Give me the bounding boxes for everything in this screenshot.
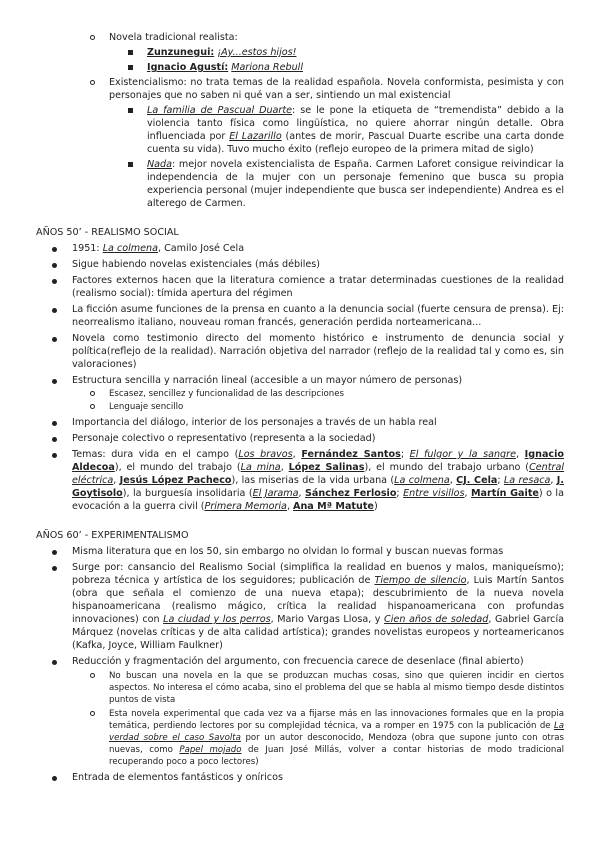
title-la-resaca: La resaca xyxy=(503,475,551,486)
title-ay-estos-hijos: ¡Ay...estos hijos! xyxy=(217,47,297,58)
item-text: Personaje colectivo o representativo (representa a la sociedad) xyxy=(72,433,376,444)
author-agusti: Ignacio Agustí: xyxy=(147,62,229,73)
title-central-electrica: Central eléctrica xyxy=(72,462,564,486)
item-text: : se le pone la etiqueta de “tremendista” debido a la violencia tanto física como lingüística, no quiere ahorrar ningún detalle. Obra influenciada por xyxy=(147,105,564,142)
author-lopez-salinas: López Salinas xyxy=(288,462,365,473)
list-item xyxy=(0,374,600,387)
bullet-icon xyxy=(52,379,57,384)
author-cela: CJ. Cela xyxy=(456,475,498,486)
bullet-icon xyxy=(52,247,57,252)
item-text: Temas: dura vida en el campo ( xyxy=(72,449,239,460)
square-bullet-icon xyxy=(128,108,133,113)
list-item xyxy=(0,61,600,74)
hollow-bullet-icon xyxy=(90,404,95,409)
item-text: ), la burguesía insolidaria ( xyxy=(122,488,253,499)
list-item xyxy=(0,258,600,271)
item-text: Factores externos hacen que la literatura comience a tratar determinadas cuestiones de la realidad (realismo social): tímida apertura del régimen xyxy=(72,275,564,299)
title-la-ciudad-y-los-perros: La ciudad y los perros xyxy=(163,614,271,625)
bullet-icon xyxy=(52,263,57,268)
list-item xyxy=(0,655,600,668)
item-text: Sigue habiendo novelas existenciales (más débiles) xyxy=(72,259,321,270)
item-text: La ficción asume funciones de la prensa en cuanto a la denuncia social (fuerte censura de prensa). Ej: neorrealismo italiano, nouveau roman francés, generación perdida norteamericana... xyxy=(72,304,564,328)
bullet-icon xyxy=(52,776,57,781)
author-sanchez-ferlosio: Sánchez Ferlosio xyxy=(305,488,397,499)
item-text: Lenguaje sencillo xyxy=(109,402,184,412)
item-text: Misma literatura que en los 50, sin embargo no olvidan lo formal y buscan nuevas formas xyxy=(72,546,504,557)
author-ana-maria-matute: Ana Mª Matute xyxy=(293,501,374,512)
item-text: : mejor novela existencialista de España. Carmen Laforet consigue reivindicar la independencia de la mujer con un personaje femenino que busca su propia experiencia personal (mujer independiente que busca ser independiente) Andrea es el alterego de Carmen. xyxy=(147,159,564,209)
list-item xyxy=(0,303,600,329)
title-tiempo-de-silencio: Tiempo de silencio xyxy=(374,575,467,586)
bullet-icon xyxy=(52,437,57,442)
section-heading: AÑOS 50’ - REALISMO SOCIAL xyxy=(36,227,179,238)
experimentalismo-block xyxy=(0,529,600,784)
square-bullet-icon xyxy=(128,50,133,55)
list-item xyxy=(0,670,600,706)
title-los-bravos: Los bravos xyxy=(238,449,293,460)
author-martin-gaite: Martín Gaite xyxy=(471,488,539,499)
title-mariona-rebull: Mariona Rebull xyxy=(231,62,303,73)
list-item xyxy=(0,561,600,652)
bullet-icon xyxy=(52,550,57,555)
existencial-block xyxy=(0,31,600,210)
bullet-icon xyxy=(52,279,57,284)
item-text: ), las miserias de la vida urbana ( xyxy=(231,475,395,486)
hollow-bullet-icon xyxy=(90,673,95,678)
item-text: Surge por: cansancio del Realismo Social (simplifica la realidad en buenos y malos, maniqueísmo); pobreza técnica y artística de los seguidores; publicación de xyxy=(72,562,564,586)
list-item xyxy=(0,31,600,44)
list-item xyxy=(0,432,600,445)
author-goytisolo: J. Goytisolo xyxy=(72,475,564,499)
bullet-icon xyxy=(52,453,57,458)
item-text: Reducción y fragmentación del argumento, con frecuencia carece de desenlace (final abierto) xyxy=(72,656,524,667)
item-text: ) xyxy=(373,501,378,512)
title-cien-anos: Cien años de soledad xyxy=(384,614,489,625)
list-item xyxy=(0,76,600,102)
list-item xyxy=(0,274,600,300)
bullet-icon xyxy=(52,337,57,342)
author-lopez-pacheco: Jesús López Pacheco xyxy=(119,475,232,486)
list-item: Temas: dura vida en el campo (Los bravos, Fernández Santos; El fulgor y la sangre, Ignacio Aldecoa), el mundo del trabajo (La mina, López Salinas), el mundo del trabajo urbano (Central eléctrica, Jesús López Pacheco), las miserias de la vida urbana (La colmena, CJ. Cela; La resaca, J. Goytisolo), la burguesía insolidaria (El Jarama, Sánchez Ferlosio; Entre visillos, Martín Gaite) o la evocación a la guerra civil (Primera Memoria, Ana Mª Matute) xyxy=(0,448,600,513)
title-caso-savolta: La verdad sobre el caso Savolta xyxy=(109,721,564,743)
square-bullet-icon xyxy=(128,65,133,70)
hollow-bullet-icon xyxy=(90,391,95,396)
item-text: de Juan José Millás, volver a contar historias de modo tradicional recuperando poco a poco lectores) xyxy=(109,745,564,767)
hollow-bullet-icon xyxy=(90,80,95,85)
bullet-icon xyxy=(52,421,57,426)
title-papel-mojado: Papel mojado xyxy=(179,745,242,755)
list-item xyxy=(0,332,600,371)
list-item xyxy=(0,708,600,768)
title-el-fulgor: El fulgor y la sangre xyxy=(409,449,516,460)
hollow-bullet-icon xyxy=(90,711,95,716)
item-text: Novela tradicional realista: xyxy=(109,32,238,43)
item-text: Escasez, sencillez y funcionalidad de las descripciones xyxy=(109,389,345,399)
title-la-colmena: La colmena xyxy=(394,475,450,486)
item-text: (antes de morir, Pascual Duarte escribe una carta donde cuenta su vida). Tuvo mucho éxito (reflejo europeo de la primera mitad de siglo) xyxy=(147,131,564,155)
title-primera-memoria: Primera Memoria xyxy=(204,501,287,512)
item-text: , Luis Martín Santos (obra que señala el comienzo de una nueva etapa); descubrimiento de la nueva novela hispanoamericana (realismo mágico, crítica la realidad hispanoamericana con profundas innovaciones) con xyxy=(72,575,565,625)
item-text: ), el mundo del trabajo ( xyxy=(114,462,241,473)
bullet-icon xyxy=(52,566,57,571)
title-el-jarama: El Jarama xyxy=(252,488,299,499)
list-item xyxy=(0,242,600,255)
author-zunzunegui: Zunzunegui: xyxy=(147,47,215,58)
item-text: Importancia del diálogo, interior de los personajes a través de un habla real xyxy=(72,417,437,428)
item-text: Estructura sencilla y narración lineal (accesible a un mayor número de personas) xyxy=(72,375,463,386)
title-pascual-duarte: La familia de Pascual Duarte xyxy=(147,105,293,116)
title-nada: Nada xyxy=(147,159,173,170)
list-item xyxy=(0,401,600,413)
list-item xyxy=(0,104,600,156)
item-text: , Gabriel García Márquez (novelas críticas y de alta calidad artística); grandes novelistas europeos y norteamericanos (Kafka, Joyce, William Faulkner) xyxy=(72,614,565,651)
author-aldecoa: Ignacio Aldecoa xyxy=(72,449,564,473)
hollow-bullet-icon xyxy=(90,35,95,40)
title-entre-visillos: Entre visillos xyxy=(403,488,465,499)
list-item xyxy=(0,158,600,210)
item-text: Existencialismo: no trata temas de la realidad española. Novela conformista, pesimista y con personajes que no saben ni qué van a ser, sintiendo un mal existencial xyxy=(109,77,564,101)
item-text: , Camilo José Cela xyxy=(158,243,245,254)
item-text: por un autor desconocido, Mendoza (obra que supone junto con otras nuevas, como xyxy=(109,733,564,755)
list-item xyxy=(0,545,600,558)
square-bullet-icon xyxy=(128,162,133,167)
title-lazarillo: El Lazarillo xyxy=(229,131,282,142)
title-la-mina: La mina xyxy=(240,462,281,473)
item-text: ), el mundo del trabajo urbano ( xyxy=(364,462,530,473)
item-text: 1951: xyxy=(72,243,103,254)
list-item xyxy=(0,771,600,784)
item-text: ) o la evocación a la guerra civil ( xyxy=(72,488,564,512)
item-text: , Mario Vargas Llosa, y xyxy=(270,614,385,625)
list-item xyxy=(0,46,600,59)
item-text: No buscan una novela en la que se produzcan muchas cosas, sino que quieren incidir en ciertos aspectos. No interesa el cómo acaba, sino el problema del que se habla al mismo tiempo desde distintos puntos de vista xyxy=(109,671,564,705)
bullet-icon xyxy=(52,308,57,313)
item-text: Novela como testimonio directo del momento histórico e instrumento de denuncia social y política(reflejo de la realidad). Narración objetiva del narrador (reflejo de la realidad tal y como es, sin valoraciones) xyxy=(72,333,564,370)
author-fernandez-santos: Fernández Santos xyxy=(301,449,401,460)
item-text: Esta novela experimental que cada vez va a fijarse más en las innovaciones formales que en la propia temática, perdiendo lectores por su complejidad técnica, va a romper en 1975 con la publicación de xyxy=(109,709,564,731)
list-item xyxy=(0,416,600,429)
list-item xyxy=(0,388,600,400)
realismo-social-block xyxy=(0,226,600,513)
title-la-colmena: La colmena xyxy=(102,243,158,254)
bullet-icon xyxy=(52,660,57,665)
item-text: Entrada de elementos fantásticos y oníricos xyxy=(72,772,283,783)
section-heading: AÑOS 60’ - EXPERIMENTALISMO xyxy=(36,530,189,541)
